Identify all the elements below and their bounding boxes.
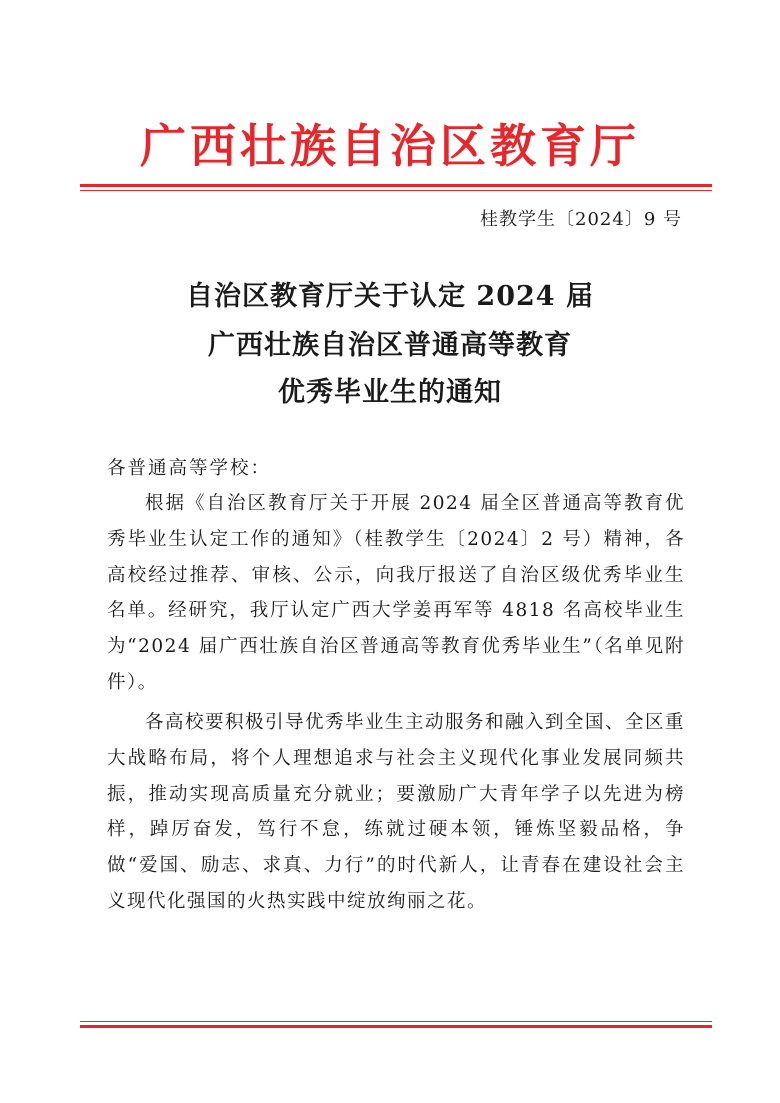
title-line-1: 自治区教育厅关于认定 2024 届 <box>186 281 594 312</box>
footer-red-rule-thin <box>80 1021 712 1022</box>
body-paragraph-1: 根据《自治区教育厅关于开展 2024 届全区普通高等教育优秀毕业生认定工作的通知》（桂教学生〔2024〕2 号）精神，各高校经过推荐、审核、公示，向我厅报送了自治区级优秀毕业生名单。经研究，我厅认定广西大学姜再军等 4818 名高校毕业生为“2024 届广西壮族自治区普通高等教育优秀毕业生”（名单见附件）。 <box>107 493 685 693</box>
header-red-rule-thin <box>80 190 712 191</box>
body-paragraph-2: 各高校要积极引导优秀毕业生主动服务和融入到全国、全区重大战略布局，将个人理想追求与社会主义现代化事业发展同频共振，推动实现高质量充分就业；要激励广大青年学子以先进为榜样，踔厉奋发，笃行不怠，练就过硬本领，锤炼坚毅品格，争做“爱国、励志、求真、力行”的时代新人，让青春在建设社会主义现代化强国的火热实践中绽放绚丽之花。 <box>107 712 686 912</box>
document-number: 桂教学生〔2024〕9 号 <box>480 209 682 230</box>
footer-red-rule-thick <box>80 1025 712 1028</box>
title-line-3: 优秀毕业生的通知 <box>278 377 502 408</box>
header-red-rule-thick <box>80 184 712 187</box>
title-line-2: 广西壮族自治区普通高等教育 <box>208 330 572 361</box>
salutation: 各普通高等学校： <box>107 458 272 479</box>
issuer-masthead: 广西壮族自治区教育厅 <box>140 119 640 173</box>
